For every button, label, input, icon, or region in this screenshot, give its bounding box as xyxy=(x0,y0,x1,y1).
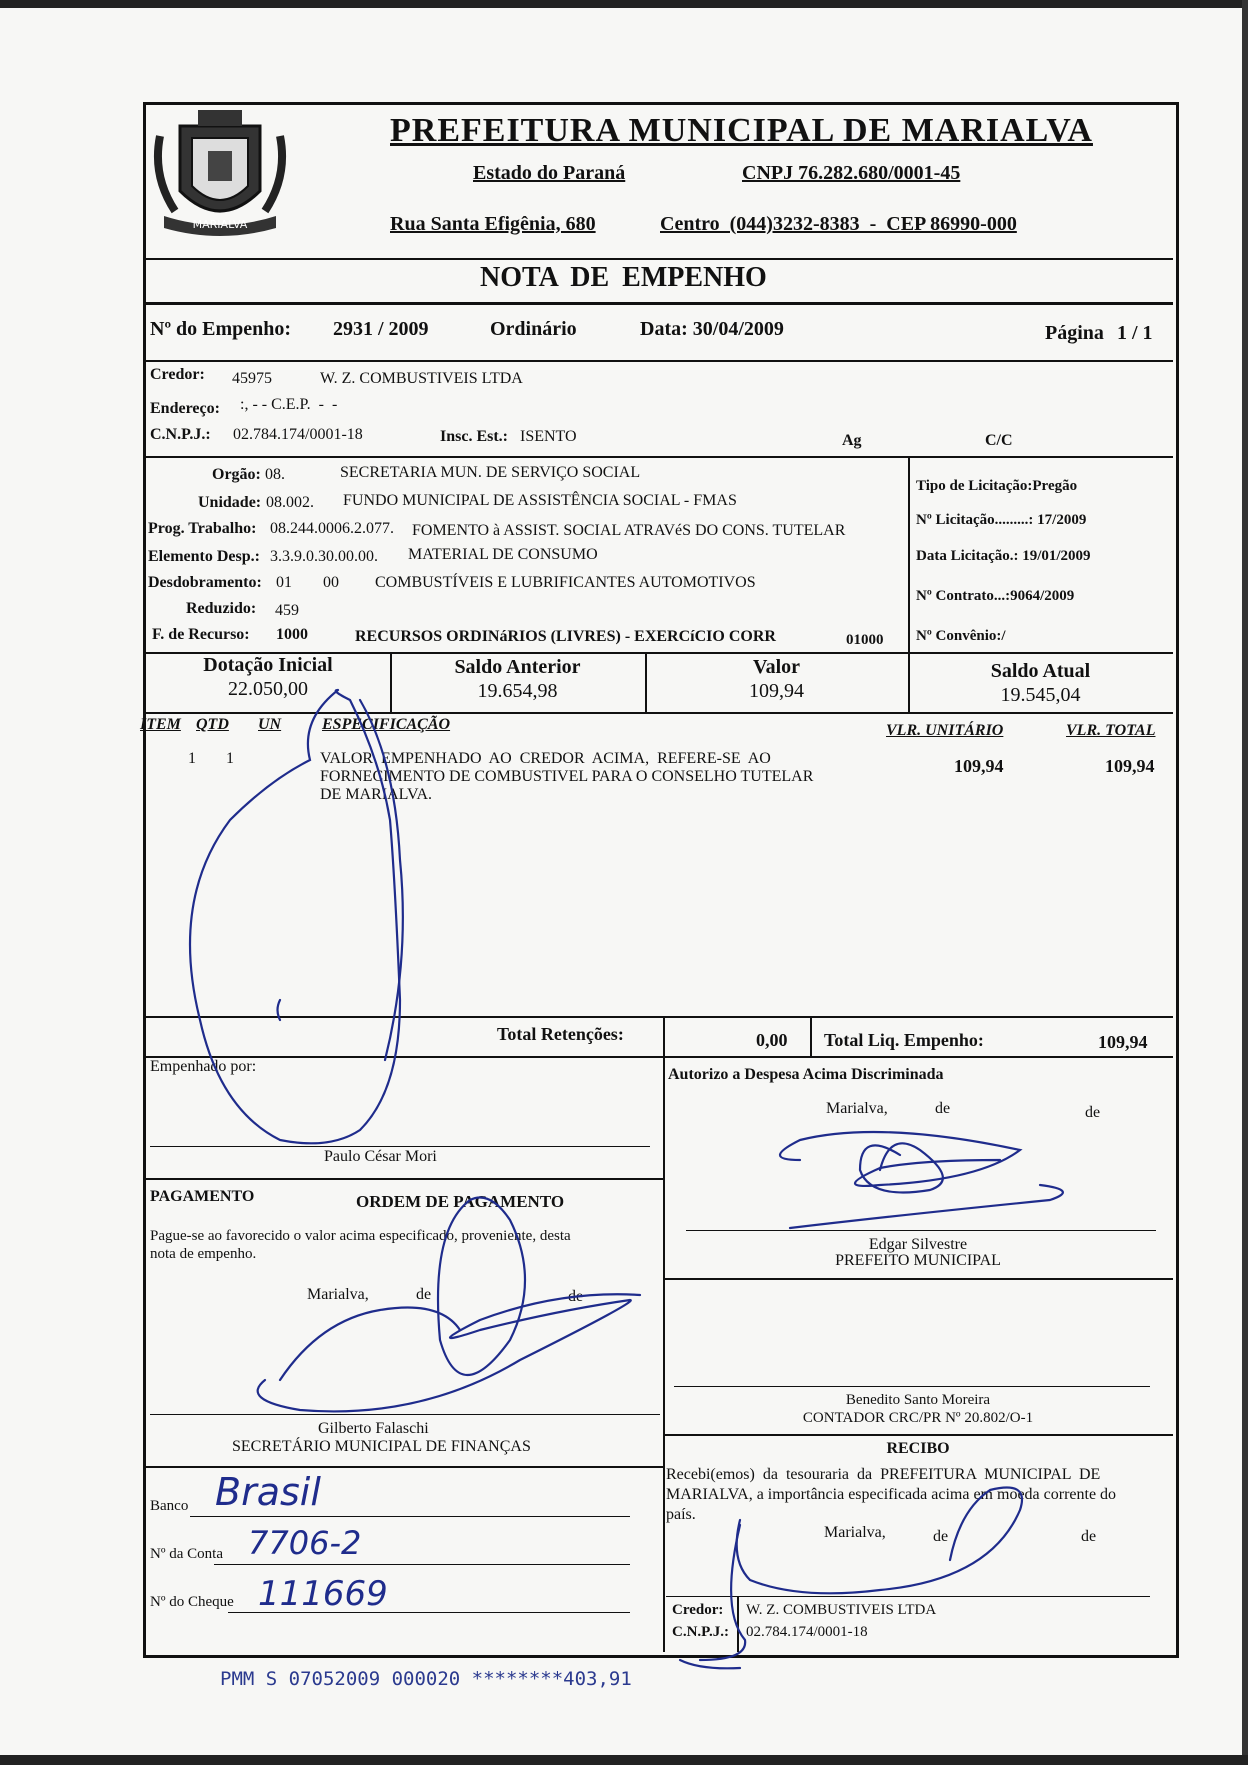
empenho-type: Ordinário xyxy=(490,318,577,340)
banco-label: Banco xyxy=(150,1498,189,1514)
autorizo-de-2: de xyxy=(1085,1104,1101,1121)
recibo-text-line-1: Recebi(emos) da tesouraria da PREFEITURA MUNICIPAL DE xyxy=(666,1466,1101,1483)
col-especificacao: ESPECIFICAÇÃO xyxy=(322,716,451,733)
pagamento-city: Marialva, xyxy=(307,1286,369,1303)
col-qtd: QTD xyxy=(196,716,229,733)
pagamento-de-2: de xyxy=(568,1288,584,1305)
fonte-label: F. de Recurso: xyxy=(152,626,250,643)
item-unit-value: 109,94 xyxy=(954,756,1004,776)
state-label: Estado do Paraná xyxy=(473,162,626,184)
recibo-credor-value: W. Z. COMBUSTIVEIS LTDA xyxy=(746,1602,937,1618)
dotacao-value: 22.050,00 xyxy=(228,678,308,700)
svg-text:MARIALVA: MARIALVA xyxy=(192,218,248,231)
banco-handwritten: Brasil xyxy=(215,1470,321,1514)
empenho-number: 2931 / 2009 xyxy=(333,318,429,340)
desdobramento-b: 00 xyxy=(323,574,339,591)
dotacao-label: Dotação Inicial xyxy=(203,654,333,676)
city-crest-icon xyxy=(150,106,290,246)
autorizo-de-1: de xyxy=(935,1100,951,1117)
total-liquido-label: Total Liq. Empenho: xyxy=(824,1030,984,1050)
agency-label: Ag xyxy=(842,432,862,449)
empenho-date: Data: 30/04/2009 xyxy=(640,318,784,340)
pagamento-de-1: de xyxy=(416,1286,432,1303)
item-spec-line-2: FORNECIMENTO DE COMBUSTIVEL PARA O CONSELHO TUTELAR xyxy=(320,768,814,785)
contact-label: Centro (044)3232-8383 - CEP 86990-000 xyxy=(660,213,1017,235)
recibo-de-1: de xyxy=(933,1528,949,1545)
prog-desc: FOMENTO à ASSIST. SOCIAL ATRAVéS DO CONS. TUTELAR xyxy=(412,522,846,539)
recibo-text-line-3: país. xyxy=(666,1506,696,1523)
desdobramento-label: Desdobramento: xyxy=(148,574,262,591)
item-spec-line-1: VALOR EMPENHADO AO CREDOR ACIMA, REFERE-SE AO xyxy=(320,750,771,767)
total-retencoes-label: Total Retenções: xyxy=(497,1024,624,1044)
col-valor-total: VLR. TOTAL xyxy=(1066,722,1156,739)
cnpj-credor-label: C.N.P.J.: xyxy=(150,426,211,443)
unidade-desc: FUNDO MUNICIPAL DE ASSISTÊNCIA SOCIAL - FMAS xyxy=(343,492,737,509)
valor-label: Valor xyxy=(752,656,801,678)
desdobramento-desc: COMBUSTÍVEIS E LUBRIFICANTES AUTOMOTIVOS xyxy=(375,574,756,591)
prog-label: Prog. Trabalho: xyxy=(148,520,257,537)
scan-edge-top xyxy=(0,0,1248,8)
page-number: 1 / 1 xyxy=(1117,322,1153,344)
recibo-credor-label: Credor: xyxy=(672,1602,724,1618)
empenho-number-label: Nº do Empenho: xyxy=(150,318,292,340)
secretario-role: SECRETÁRIO MUNICIPAL DE FINANÇAS xyxy=(232,1438,531,1455)
doc-title: NOTA DE EMPENHO xyxy=(480,262,767,293)
total-liquido-value: 109,94 xyxy=(1098,1032,1148,1052)
elemento-label: Elemento Desp.: xyxy=(148,548,260,565)
contador-role: CONTADOR CRC/PR Nº 20.802/O-1 xyxy=(802,1410,1034,1426)
ie-value: ISENTO xyxy=(520,428,577,445)
signature-recibo-tail xyxy=(680,1660,740,1668)
autorizo-label: Autorizo a Despesa Acima Discriminada xyxy=(668,1066,944,1083)
item-number: 1 xyxy=(188,750,196,767)
orgao-desc: SECRETARIA MUN. DE SERVIÇO SOCIAL xyxy=(340,464,641,481)
item-spec-line-3: DE MARIALVA. xyxy=(320,786,433,803)
cheque-label: Nº do Cheque xyxy=(150,1594,234,1610)
page-label: Página xyxy=(1045,322,1104,344)
endereco-label: Endereço: xyxy=(150,400,220,417)
recibo-de-2: de xyxy=(1081,1528,1097,1545)
recibo-label: RECIBO xyxy=(886,1440,950,1457)
prefeito-name: Edgar Silvestre xyxy=(868,1236,968,1253)
recibo-cnpj-value: 02.784.174/0001-18 xyxy=(746,1624,868,1640)
orgao-code: 08. xyxy=(265,466,285,483)
empenhado-por-label: Empenhado por: xyxy=(150,1058,257,1075)
cheque-handwritten: 111669 xyxy=(258,1574,388,1614)
empenhado-por-name: Paulo César Mori xyxy=(324,1148,437,1165)
recibo-cnpj-label: C.N.P.J.: xyxy=(672,1624,729,1640)
elemento-code: 3.3.9.0.30.00.00. xyxy=(270,548,378,565)
cnpj-credor-value: 02.784.174/0001-18 xyxy=(233,426,363,443)
col-un: UN xyxy=(258,716,282,733)
endereco-value: :, - - C.E.P. - - xyxy=(240,396,338,413)
recibo-city: Marialva, xyxy=(824,1524,886,1541)
fonte-desc: RECURSOS ORDINáRIOS (LIVRES) - EXERCíCIO CORR xyxy=(355,628,776,645)
ie-label: Insc. Est.: xyxy=(440,428,509,445)
valor-value: 109,94 xyxy=(749,680,804,702)
tipo-licitacao: Tipo de Licitação:Pregão xyxy=(916,478,1078,494)
saldo-anterior-label: Saldo Anterior xyxy=(454,656,581,678)
secretario-name: Gilberto Falaschi xyxy=(318,1420,429,1437)
reduzido-label: Reduzido: xyxy=(186,600,257,617)
fonte-num: 01000 xyxy=(846,632,884,648)
recibo-text-line-2: MARIALVA, a importância especificada acima em moeda corrente do xyxy=(666,1486,1117,1503)
reduzido-value: 459 xyxy=(275,602,299,619)
numero-convenio: Nº Convênio:/ xyxy=(916,628,1006,644)
numero-licitacao: Nº Licitação.........: 17/2009 xyxy=(916,512,1087,528)
machine-stamp: PMM S 07052009 000020 ********403,91 xyxy=(220,1668,632,1690)
conta-label: Nº da Conta xyxy=(150,1546,223,1562)
saldo-atual-value: 19.545,04 xyxy=(1000,684,1081,706)
prog-code: 08.244.0006.2.077. xyxy=(270,520,394,537)
fonte-code: 1000 xyxy=(276,626,308,643)
pagamento-text-line-1: Pague-se ao favorecido o valor acima especificado, proveniente, desta xyxy=(150,1228,571,1244)
prefeito-role: PREFEITO MUNICIPAL xyxy=(835,1252,1001,1269)
cnpj-label: CNPJ 76.282.680/0001-45 xyxy=(742,162,961,184)
scan-edge-bottom xyxy=(0,1755,1248,1765)
conta-handwritten: 7706-2 xyxy=(248,1524,362,1562)
col-valor-unitario: VLR. UNITÁRIO xyxy=(886,722,1004,739)
credor-label: Credor: xyxy=(150,366,205,383)
autorizo-city: Marialva, xyxy=(826,1100,888,1117)
desdobramento-a: 01 xyxy=(276,574,292,591)
scan-edge-right xyxy=(1242,0,1248,1765)
account-label: C/C xyxy=(985,432,1013,449)
credor-code: 45975 xyxy=(232,370,272,387)
ordem-pagamento-label: ORDEM DE PAGAMENTO xyxy=(356,1192,565,1211)
total-retencoes-value: 0,00 xyxy=(756,1030,788,1050)
col-item: ITEM xyxy=(140,716,181,733)
unidade-code: 08.002. xyxy=(266,494,314,511)
unidade-label: Unidade: xyxy=(198,494,262,511)
saldo-atual-label: Saldo Atual xyxy=(990,660,1091,682)
saldo-anterior-value: 19.654,98 xyxy=(477,680,558,702)
contador-name: Benedito Santo Moreira xyxy=(845,1392,991,1408)
item-qtd: 1 xyxy=(226,750,234,767)
prefeitura-title: PREFEITURA MUNICIPAL DE MARIALVA xyxy=(390,112,1093,149)
credor-name: W. Z. COMBUSTIVEIS LTDA xyxy=(320,370,523,387)
pagamento-label: PAGAMENTO xyxy=(150,1188,255,1205)
item-total-value: 109,94 xyxy=(1105,756,1155,776)
numero-contrato: Nº Contrato...:9064/2009 xyxy=(916,588,1075,604)
elemento-desc: MATERIAL DE CONSUMO xyxy=(408,546,598,563)
data-licitacao: Data Licitação.: 19/01/2009 xyxy=(916,548,1091,564)
orgao-label: Orgão: xyxy=(212,466,261,483)
address-label: Rua Santa Efigênia, 680 xyxy=(390,213,596,235)
pagamento-text-line-2: nota de empenho. xyxy=(150,1246,257,1262)
